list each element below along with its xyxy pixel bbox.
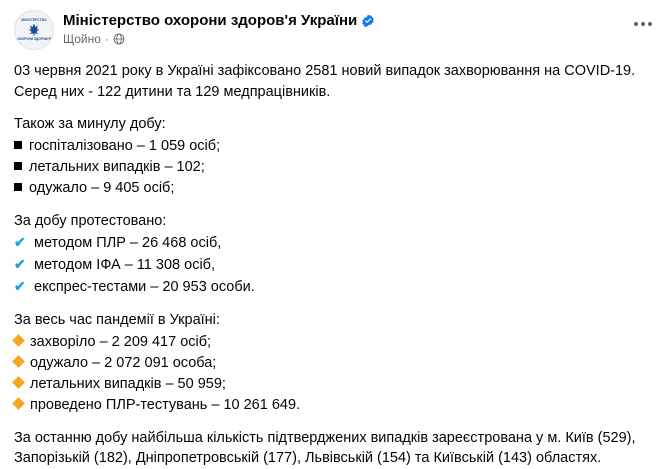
list-item-label: методом ПЛР – 26 468 осіб, bbox=[34, 235, 222, 251]
globe-icon bbox=[113, 33, 125, 45]
post-intro-text: 03 червня 2021 року в Україні зафіксовано 2581 новий випадок захворювання на COVID-19. Серед них - 122 дитини та 129 медпрацівників. bbox=[14, 63, 636, 100]
section-daily-lead: Також за минулу добу: bbox=[14, 116, 166, 132]
post-meta-row bbox=[63, 31, 658, 47]
list-item-label: проведено ПЛР-тестувань – 10 261 649. bbox=[30, 396, 301, 413]
more-dot-2 bbox=[641, 22, 645, 26]
diamond-bullet-icon bbox=[12, 355, 25, 368]
list-item bbox=[14, 374, 658, 395]
more-options-icon[interactable] bbox=[628, 14, 658, 34]
page-name-row bbox=[63, 11, 658, 30]
list-item bbox=[14, 232, 658, 254]
section-testing-list bbox=[14, 232, 658, 298]
avatar[interactable] bbox=[14, 10, 54, 50]
post-header-text bbox=[63, 10, 658, 47]
section-total-lead: За весь час пандемії в Україні: bbox=[14, 312, 220, 328]
list-item-label: експрес-тестами – 20 953 особи. bbox=[34, 279, 255, 295]
meta-separator: · bbox=[104, 32, 109, 46]
square-bullet-icon bbox=[14, 141, 22, 149]
section-daily-list bbox=[14, 136, 658, 199]
section-total bbox=[14, 310, 658, 416]
post-timestamp[interactable]: Щойно bbox=[63, 32, 101, 46]
check-bullet-icon: ✔ bbox=[14, 234, 26, 250]
diamond-bullet-icon bbox=[12, 334, 25, 347]
square-bullet-icon bbox=[14, 183, 22, 191]
trident-icon bbox=[28, 24, 41, 37]
section-testing bbox=[14, 211, 658, 299]
list-item-label: захворіло – 2 209 417 осіб; bbox=[30, 333, 212, 350]
list-item-label: летальних випадків – 50 959; bbox=[30, 375, 226, 392]
list-item bbox=[14, 178, 658, 199]
page-name[interactable]: Міністерство охорони здоров'я України bbox=[63, 12, 358, 29]
section-testing-lead: За добу протестовано: bbox=[14, 212, 167, 229]
post-header bbox=[14, 10, 658, 54]
list-item bbox=[14, 254, 658, 276]
list-item bbox=[14, 276, 658, 298]
verified-badge-icon bbox=[361, 14, 375, 28]
square-bullet-icon bbox=[14, 162, 22, 170]
diamond-bullet-icon bbox=[12, 376, 25, 389]
list-item bbox=[14, 332, 658, 353]
list-item-label: одужало – 9 405 осіб; bbox=[29, 179, 175, 196]
list-item bbox=[14, 136, 658, 157]
diamond-bullet-icon bbox=[12, 397, 25, 410]
section-total-list bbox=[14, 332, 658, 416]
check-bullet-icon: ✔ bbox=[14, 256, 26, 272]
list-item bbox=[14, 353, 658, 374]
list-item bbox=[14, 157, 658, 178]
section-daily bbox=[14, 114, 658, 199]
post-footer-text: За останню добу найбільша кількість підтверджених випадків зареєстрована у м. Київ (529), Запорізькій (182), Дніпропетровській (177), Львівській (154) та Київській (143) областях. bbox=[14, 429, 636, 466]
list-item bbox=[14, 395, 658, 416]
post-body bbox=[14, 61, 658, 469]
ministry-crest-icon bbox=[15, 11, 53, 49]
crest-bottom-text: ОХОРОНИ ЗДОРОВ'Я bbox=[17, 36, 51, 41]
more-dot-1 bbox=[634, 22, 638, 26]
crest-top-text: МІНІСТЕРСТВО bbox=[21, 18, 47, 23]
list-item-label: летальних випадків – 102; bbox=[29, 158, 205, 175]
more-dot-3 bbox=[648, 22, 652, 26]
list-item-label: госпіталізовано – 1 059 осіб; bbox=[29, 137, 221, 154]
check-bullet-icon: ✔ bbox=[14, 278, 26, 294]
list-item-label: одужало – 2 072 091 особа; bbox=[30, 354, 217, 371]
list-item-label: методом ІФА – 11 308 осіб, bbox=[34, 257, 215, 273]
